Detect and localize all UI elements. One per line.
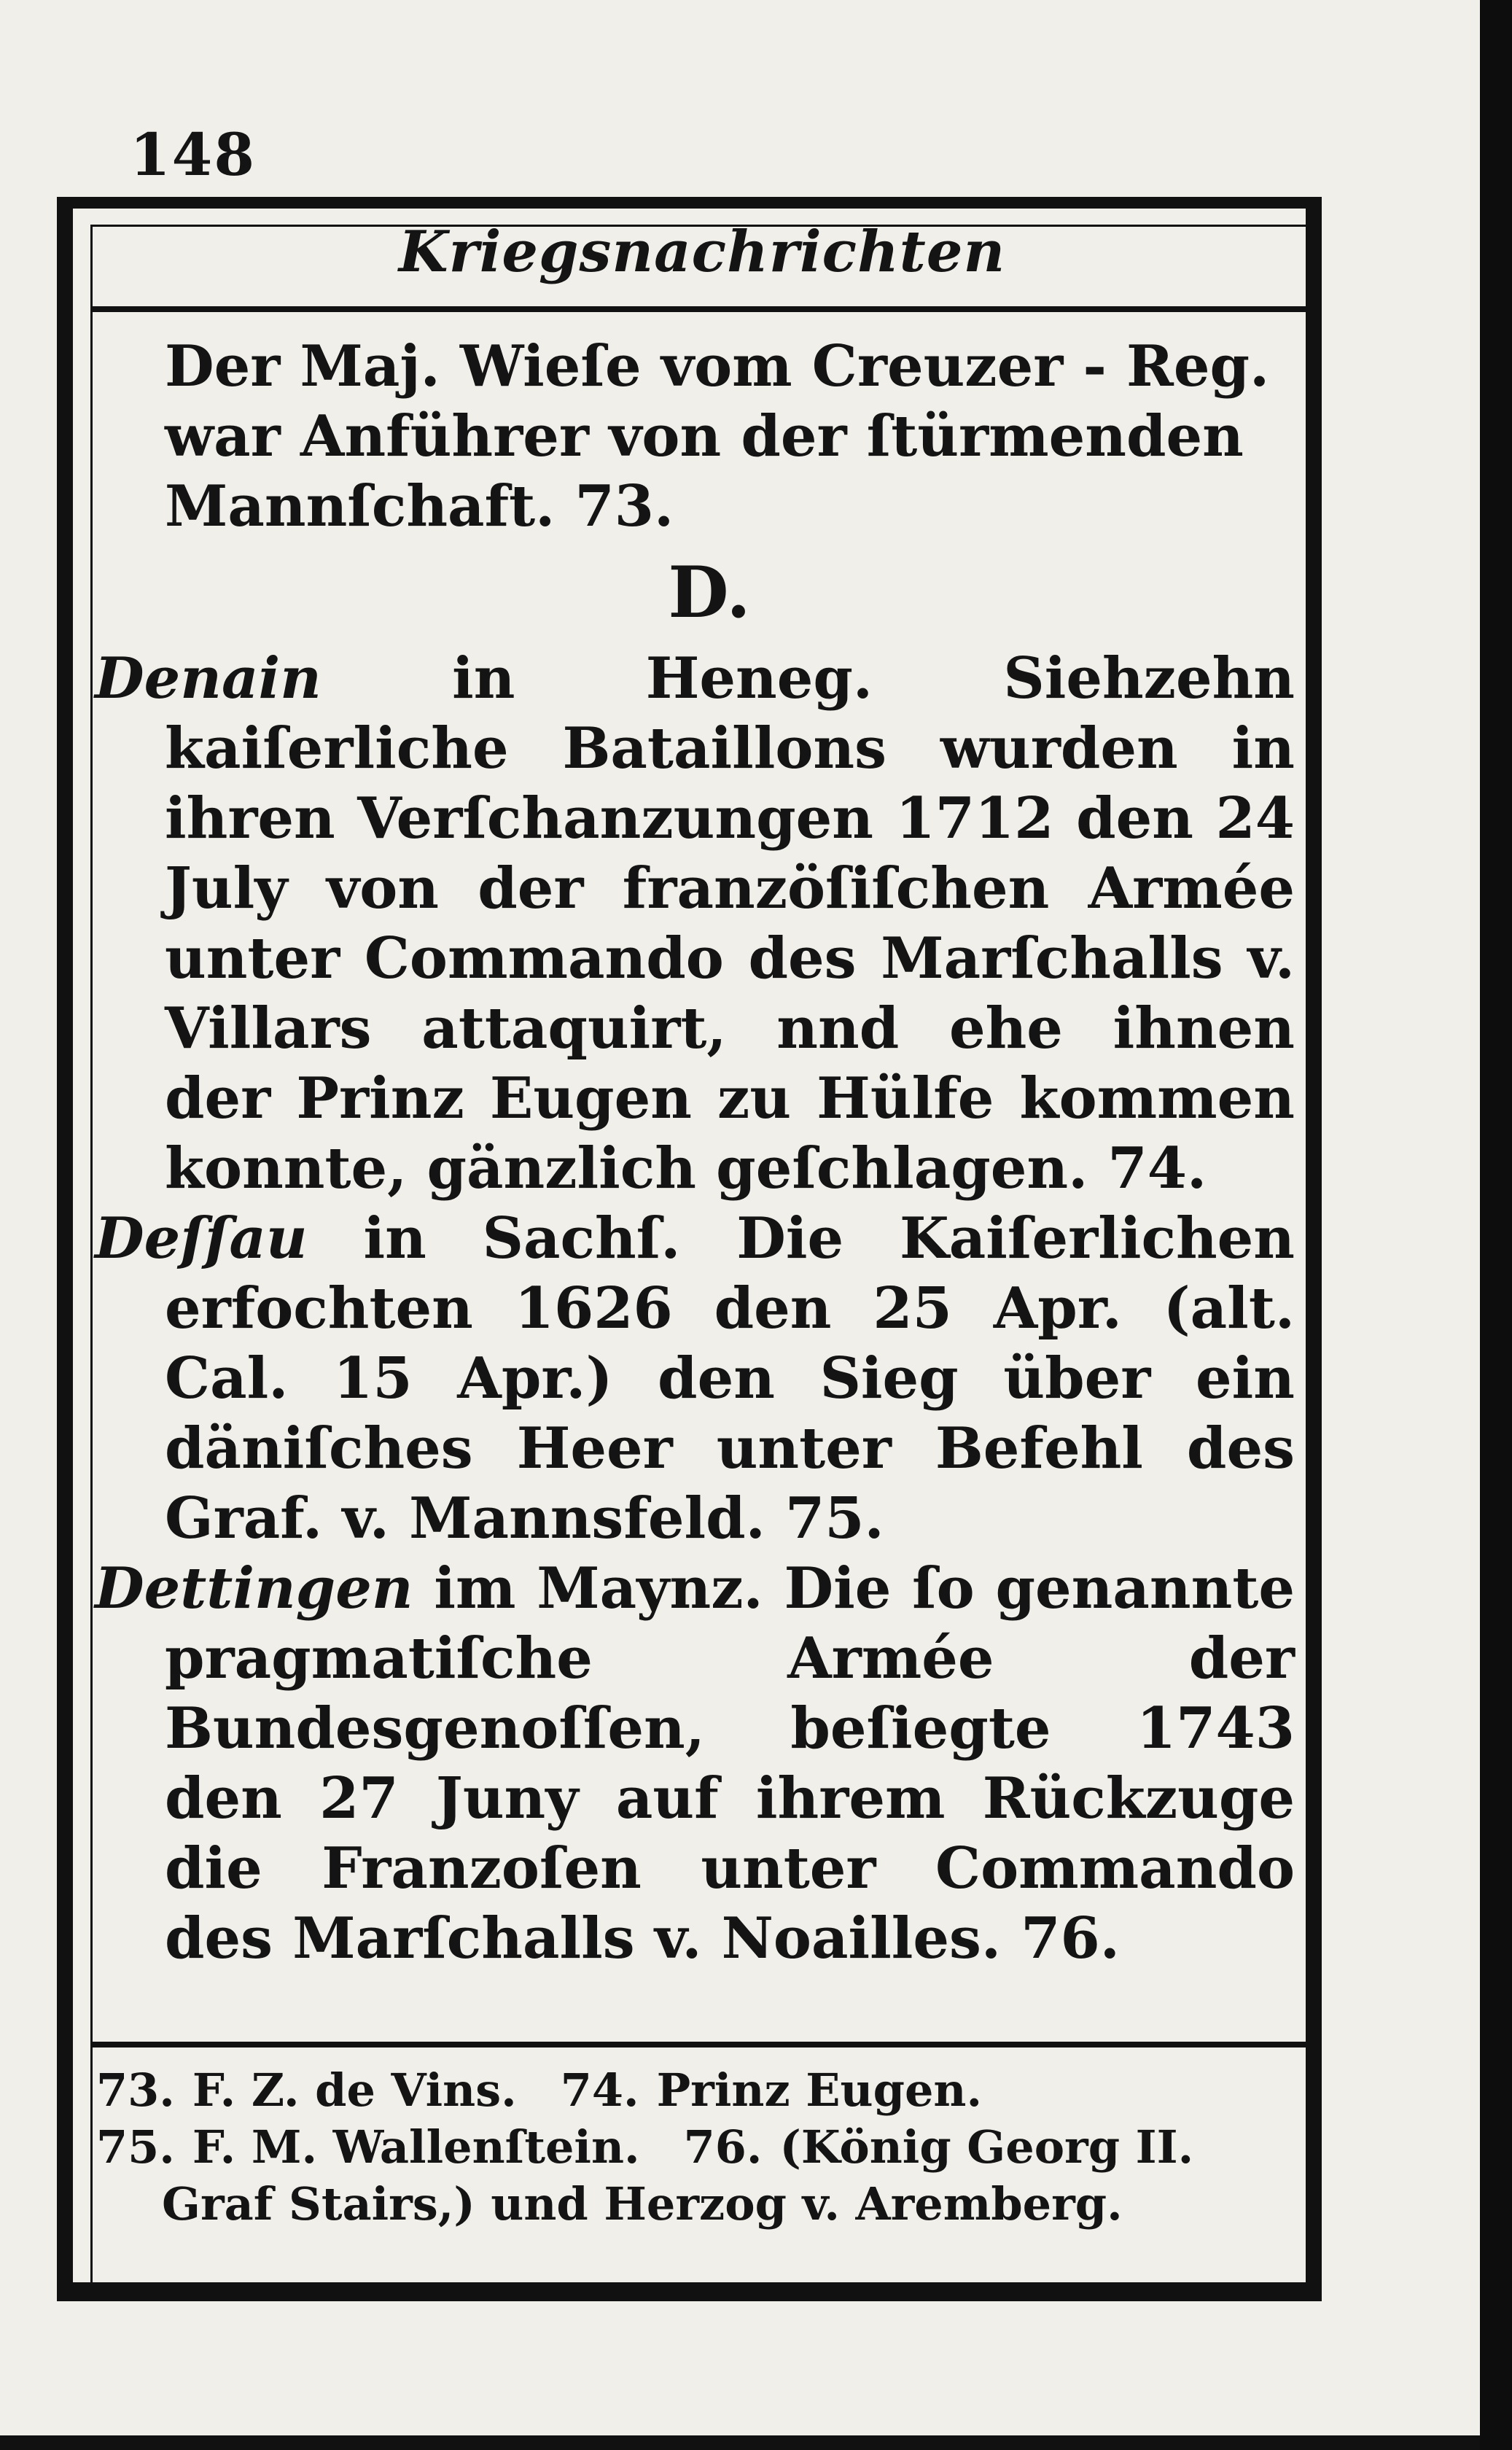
footnote-line [96, 2119, 1285, 2176]
footnotes [90, 2062, 1314, 2233]
continuation-line: war Anführer von der ſtürmenden [165, 403, 1244, 470]
continuation-line: Der Maj. Wieſe vom Creuzer - Reg. [165, 333, 1270, 400]
footnote-text: F. M. Wallenſtein. [192, 2120, 640, 2174]
footnote-number: 76. [683, 2120, 763, 2174]
header-rule [90, 306, 1314, 312]
page-edge-shadow [1480, 0, 1512, 2450]
entry-denain [95, 644, 1295, 1204]
footnote-line: Graf Stairs,) und Herzog v. Aremberg. [162, 2177, 1123, 2231]
entry-text: in Sachſ. Die Kaiſerlichen erfochten 1626 den 25 Apr. (alt. Cal. 15 Apr.) den Sieg über ein däniſches Heer unter Befehl des Graf. v. Mannsfeld. 75. [165, 1205, 1295, 1552]
footnote-rule [90, 2042, 1314, 2048]
running-head: Kriegsnachrichten [398, 219, 1006, 285]
entry-text: im Maynz. Die ſo genannte pragmatiſche Armée der Bundesgenoſſen, beſiegte 1743 den 27 Juny auf ihrem Rückzuge die Franzoſen unter Commando des Marſchalls v. Noailles. 76. [165, 1555, 1295, 1972]
footnote-text: (König Georg II. [779, 2120, 1194, 2174]
footnote-line [96, 2062, 1285, 2119]
footnote-text: F. Z. de Vins. [192, 2064, 517, 2117]
footnote-number: 74. [560, 2064, 639, 2117]
entry-dettingen [95, 1554, 1295, 1974]
entry-headword: Denain [95, 645, 322, 712]
body-text [90, 332, 1314, 1974]
entry-text: in Heneg. Siehzehn kaiſerliche Bataillons wurden in ihren Verſchanzungen 1712 den 24 July von der franzöſiſchen Armée unter Commando des Marſchalls v. Villars attaquirt, nnd ehe ihnen der Prinz Eugen zu Hülfe kommen konnte, gänzlich geſchlagen. 74. [165, 645, 1295, 1202]
footnote-number: 75. [96, 2120, 175, 2174]
entry-headword: Dettingen [95, 1555, 413, 1622]
page-number: 148 [130, 120, 256, 189]
entry-headword: Deſſau [95, 1205, 308, 1272]
entry-dessau [95, 1204, 1295, 1554]
footnote-number: 73. [96, 2064, 175, 2117]
section-letter: D. [668, 551, 751, 634]
footnote-text: Prinz Eugen. [656, 2064, 983, 2117]
continuation-line: Mannſchaft. 73. [165, 473, 674, 540]
